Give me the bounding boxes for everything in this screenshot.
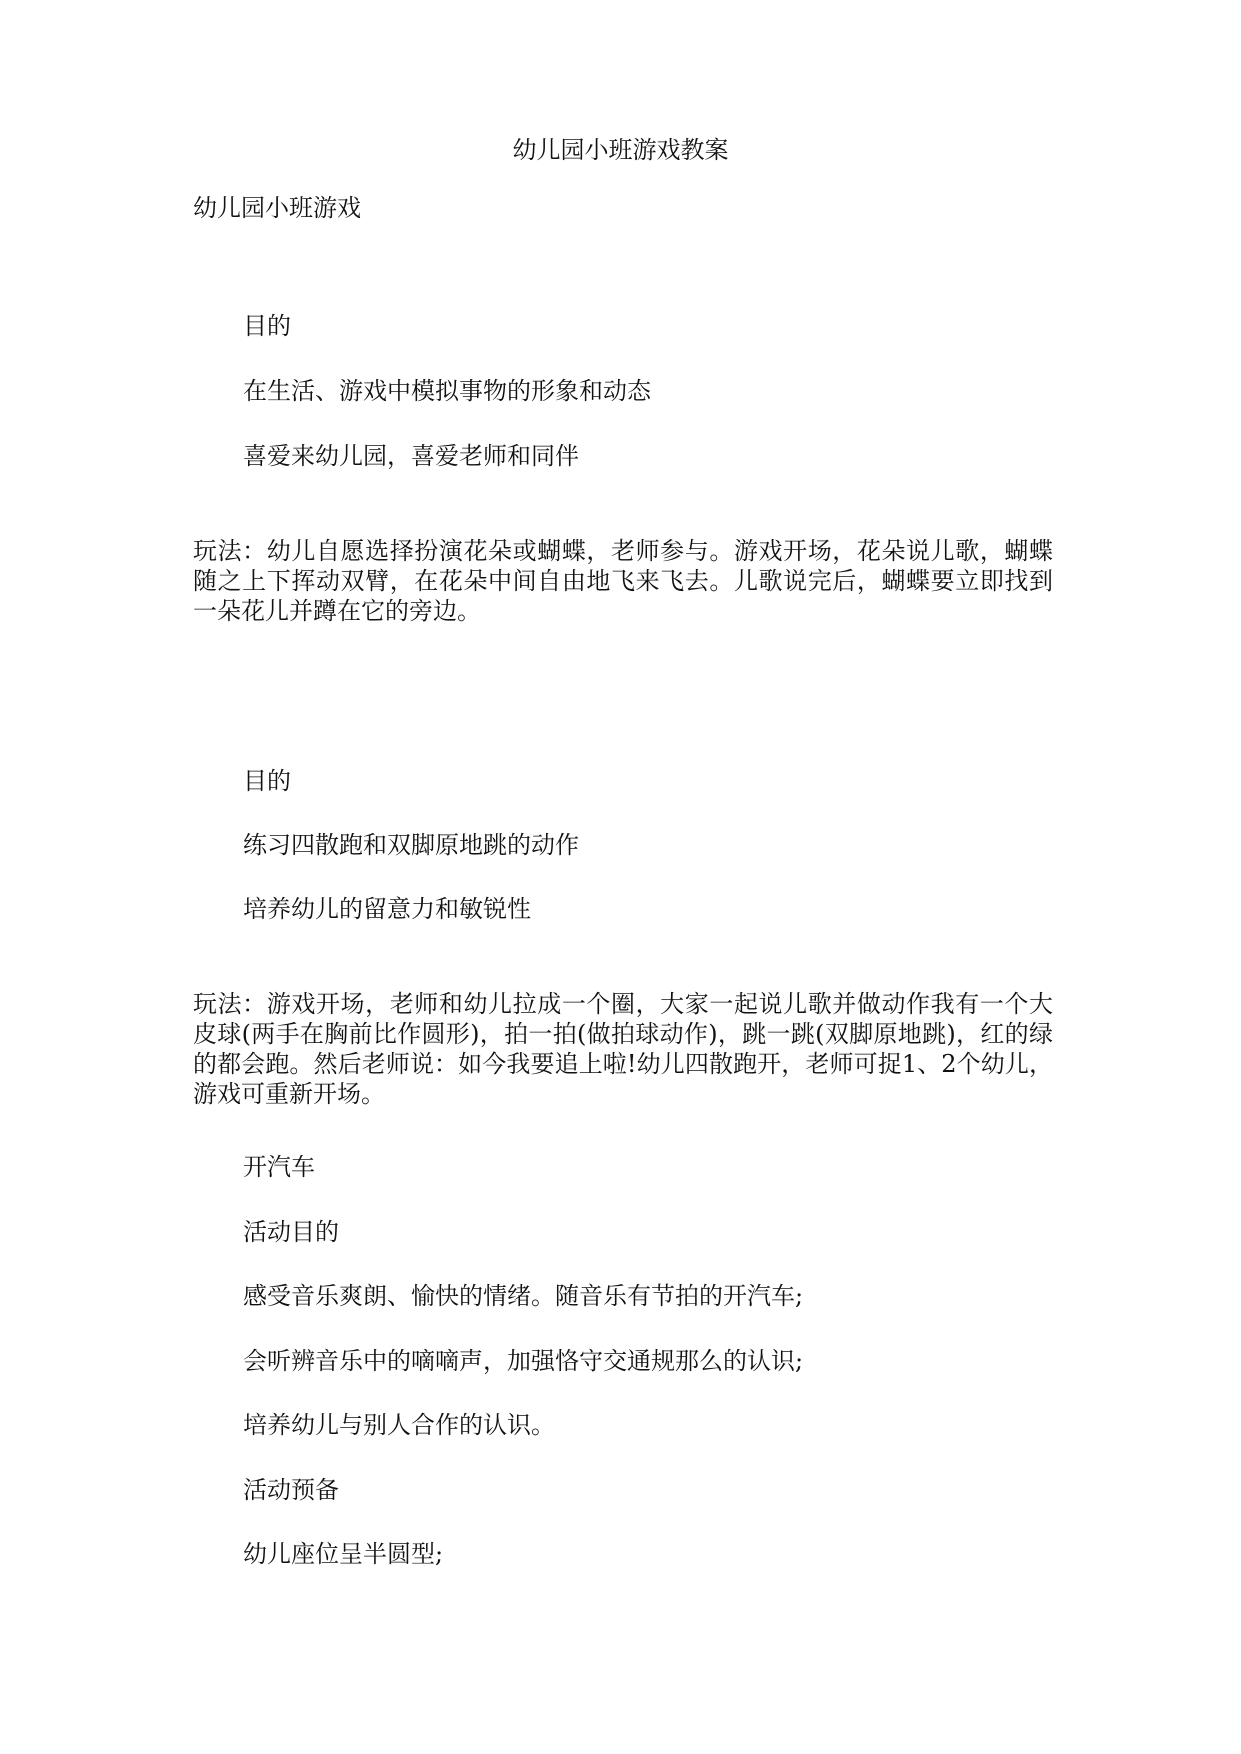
game2-purpose-item-1: 练习四散跑和双脚原地跳的动作 bbox=[243, 831, 579, 859]
game3-goal-item-1: 感受音乐爽朗、愉快的情绪。随音乐有节拍的开汽车; bbox=[243, 1282, 804, 1310]
game1-purpose-heading: 目的 bbox=[243, 312, 291, 340]
game2-purpose-heading: 目的 bbox=[243, 767, 291, 795]
game2-purpose-item-2: 培养幼儿的留意力和敏锐性 bbox=[243, 895, 531, 923]
game1-purpose-item-2: 喜爱来幼儿园，喜爱老师和同伴 bbox=[243, 442, 579, 470]
game3-prep-heading: 活动预备 bbox=[243, 1476, 339, 1504]
document-title: 幼儿园小班游戏教案 bbox=[512, 136, 729, 164]
game2-play-paragraph: 玩法：游戏开场，老师和幼儿拉成一个圈，大家一起说儿歌并做动作我有一个大皮球(两手在胸前比作圆形)，拍一拍(做拍球动作)，跳一跳(双脚原地跳)，红的绿的都会跑。然后老师说：如今我要追上啦!幼儿四散跑开，老师可捉1、2个幼儿，游戏可重新开场。 bbox=[193, 990, 1053, 1108]
game3-goal-item-2: 会听辨音乐中的嘀嘀声，加强恪守交通规那么的认识; bbox=[243, 1347, 804, 1375]
game3-goal-heading: 活动目的 bbox=[243, 1218, 339, 1246]
game3-name: 开汽车 bbox=[243, 1153, 315, 1181]
game1-purpose-item-1: 在生活、游戏中模拟事物的形象和动态 bbox=[243, 377, 651, 405]
game1-play-paragraph: 玩法：幼儿自愿选择扮演花朵或蝴蝶，老师参与。游戏开场，花朵说儿歌，蝴蝶随之上下挥动双臂，在花朵中间自由地飞来飞去。儿歌说完后，蝴蝶要立即找到一朵花儿并蹲在它的旁边。 bbox=[193, 537, 1053, 625]
document-subtitle: 幼儿园小班游戏 bbox=[193, 194, 361, 222]
game3-goal-item-3: 培养幼儿与别人合作的认识。 bbox=[243, 1411, 555, 1439]
game3-prep-item-1: 幼儿座位呈半圆型; bbox=[243, 1540, 444, 1568]
